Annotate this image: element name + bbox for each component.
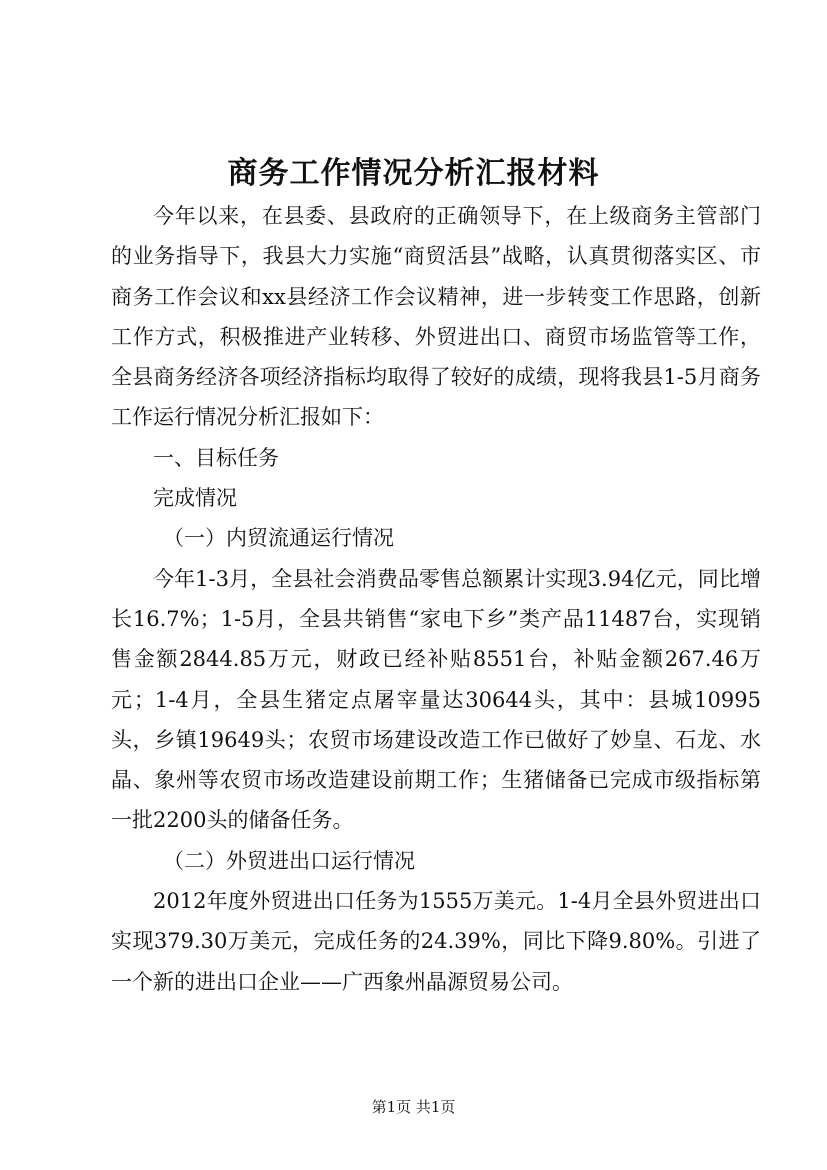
foreign-trade-paragraph: 2012年度外贸进出口任务为1555万美元。1-4月全县外贸进出口实现379.30万美元，完成任务的24.39%，同比下降9.80%。引进了一个新的进出口企业——广西象州晶源贸易公司。 <box>111 889 761 994</box>
section-heading: 一、目标任务 <box>153 445 279 470</box>
document-title: 商务工作情况分析汇报材料 <box>227 156 600 191</box>
subsection-heading-domestic-trade: （一）内贸流通运行情况 <box>163 526 394 551</box>
page-footer: 第1页 共1页 <box>371 1098 456 1116</box>
subsection-heading-foreign-trade: （二）外贸进出口运行情况 <box>163 848 415 873</box>
domestic-trade-paragraph: 今年1-3月，全县社会消费品零售总额累计实现3.94亿元，同比增长16.7%；1-5月，全县共销售“家电下乡”类产品11487台，实现销售金额2844.85万元，财政已经补贴8551台，补贴金额267.46万元；1-4月，全县生猪定点屠宰量达30644头，其中：县城10995头，乡镇19649头；农贸市场建设改造工作已做好了妙皇、石龙、水晶、象州等农贸市场改造建设前期工作；生猪储备已完成市级指标第一批2200头的储备任务。 <box>111 566 761 833</box>
document-body <box>111 196 761 1002</box>
subsection-heading: 完成情况 <box>153 486 237 511</box>
intro-paragraph: 今年以来，在县委、县政府的正确领导下，在上级商务主管部门的业务指导下，我县大力实施“商贸活县”战略，认真贯彻落实区、市商务工作会议和xx县经济工作会议精神，进一步转变工作思路，创新工作方式，积极推进产业转移、外贸进出口、商贸市场监管等工作，全县商务经济各项经济指标均取得了较好的成绩，现将我县1-5月商务工作运行情况分析汇报如下： <box>111 204 761 430</box>
